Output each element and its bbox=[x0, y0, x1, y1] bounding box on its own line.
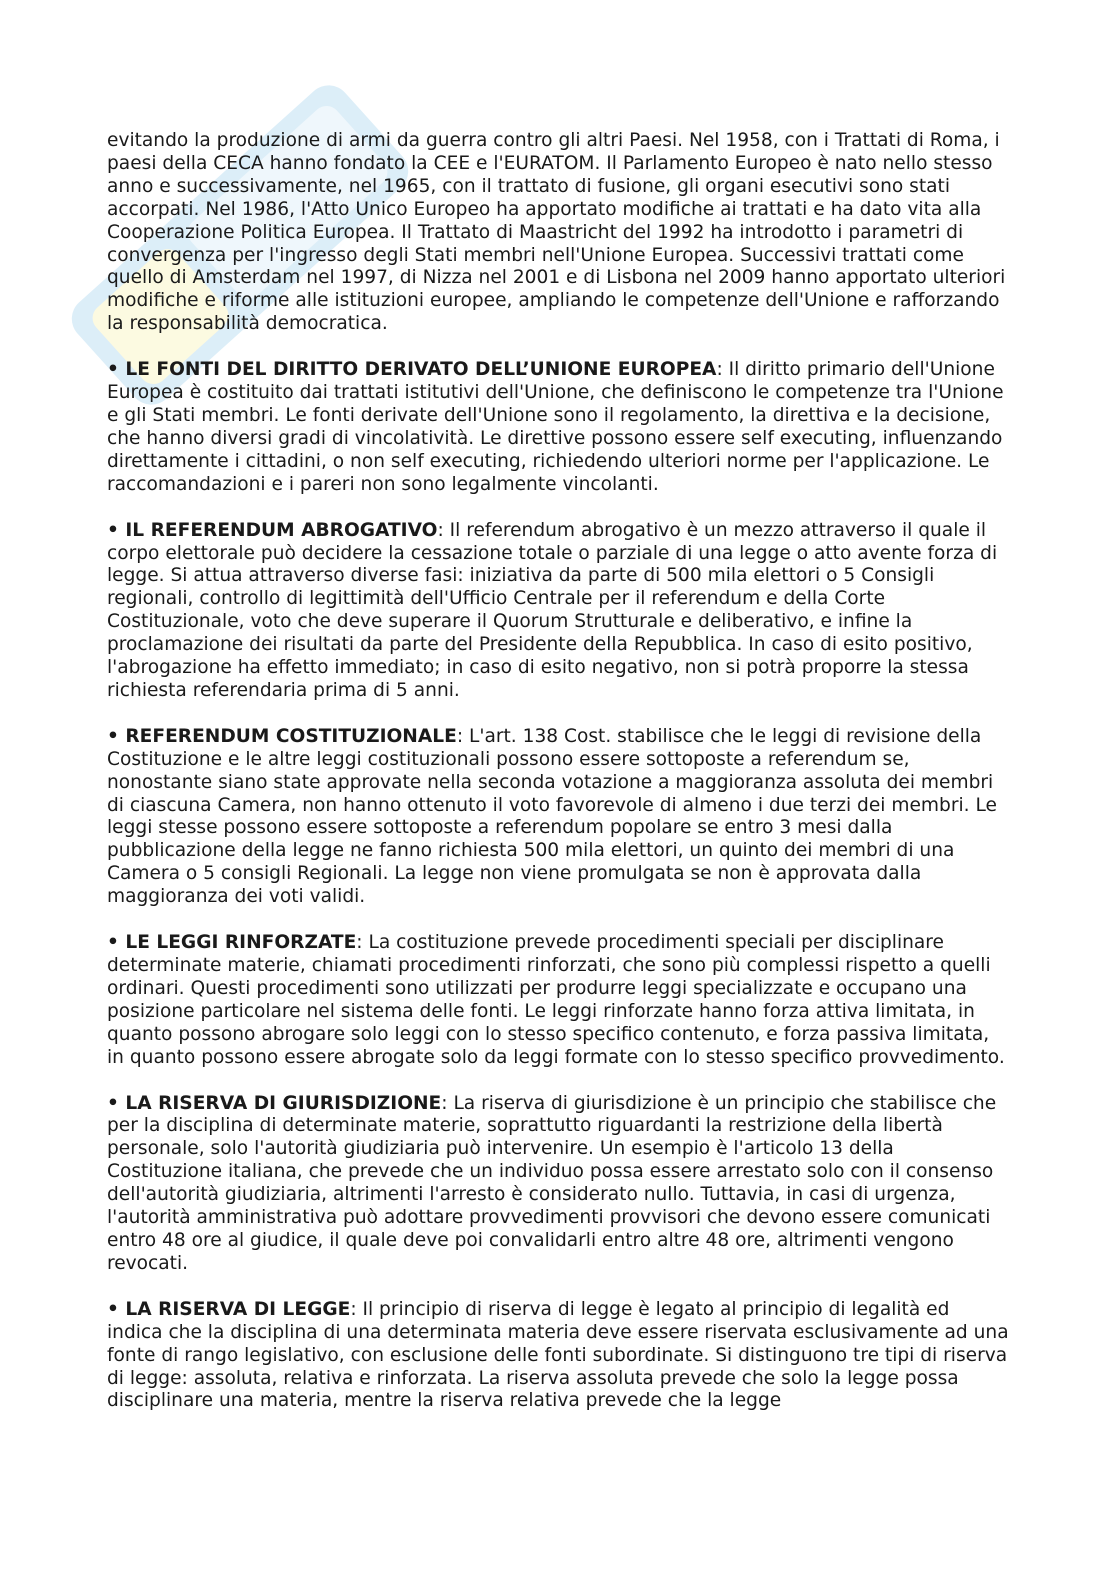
paragraph-heading: • IL REFERENDUM ABROGATIVO bbox=[107, 519, 438, 541]
paragraph-leggi-rinforzate bbox=[107, 932, 1009, 1069]
paragraph-riserva-legge bbox=[107, 1299, 1009, 1414]
paragraph-text: : Il referendum abrogativo è un mezzo attraverso il quale il corpo elettorale può decidere la cessazione totale o parziale di una legge o atto avente forza di legge. Si attua attraverso diverse fasi: iniziativa da parte di 500 mila elettori o 5 Consigli regionali, controllo di legittimità dell'Ufficio Centrale per il referendum e della Corte Costituzionale, voto che deve superare il Quorum Strutturale e deliberativo, e infine la proclamazione dei risultati da parte del Presidente della Repubblica. In caso di esito positivo, l'abrogazione ha effetto immediato; in caso di esito negativo, non si potrà proporre la stessa richiesta referendaria prima di 5 anni. bbox=[107, 519, 998, 701]
paragraph-text: : La riserva di giurisdizione è un principio che stabilisce che per la disciplina di determinate materie, soprattutto riguardanti la restrizione della libertà personale, solo l'autorità giudiziaria può intervenire. Un esempio è l'articolo 13 della Costituzione italiana, che prevede che un individuo possa essere arrestato solo con il consenso dell'autorità giudiziaria, altrimenti l'arresto è considerato nullo. Tuttavia, in casi di urgenza, l'autorità amministrativa può adottare provvedimenti provvisori che devono essere comunicati entro 48 ore al giudice, il quale deve poi convalidarli entro altre 48 ore, altrimenti vengono revocati. bbox=[107, 1092, 997, 1274]
paragraph-heading: • REFERENDUM COSTITUZIONALE bbox=[107, 725, 457, 747]
paragraph-text: : Il diritto primario dell'Unione Europea è costituito dai trattati istitutivi dell'Unione, che definiscono le competenze tra l'Unione e gli Stati membri. Le fonti derivate dell'Unione sono il regolamento, la direttiva e la decisione, che hanno diversi gradi di vincolatività. Le direttive possono essere self executing, influenzando direttamente i cittadini, o non self executing, richiedendo ulteriori norme per l'applicazione. Le raccomandazioni e i pareri non sono legalmente vincolanti. bbox=[107, 359, 1004, 495]
paragraph-referendum-costituzionale bbox=[107, 726, 1009, 909]
paragraph-riserva-giurisdizione bbox=[107, 1093, 1009, 1276]
paragraph-text: : Il principio di riserva di legge è legato al principio di legalità ed indica che la disciplina di una determinata materia deve essere riservata esclusivamente ad una fonte di rango legislativo, con esclusione delle fonti subordinate. Si distinguono tre tipi di riserva di legge: assoluta, relativa e rinforzata. La riserva assoluta prevede che solo la legge possa disciplinare una materia, mentre la riserva relativa prevede che la legge bbox=[107, 1298, 1009, 1412]
paragraph-text: : La costituzione prevede procedimenti speciali per disciplinare determinate materie, chiamati procedimenti rinforzati, che sono più complessi rispetto a quelli ordinari. Questi procedimenti sono utilizzati per produrre leggi specializzate e occupano una posizione particolare nel sistema delle fonti. Le leggi rinforzate hanno forza attiva limitata, in quanto possono abrogare solo leggi con lo stesso specifico contenuto, e forza passiva limitata, in quanto possono essere abrogate solo da leggi formate con lo stesso specifico provvedimento. bbox=[107, 932, 1005, 1068]
document-body bbox=[107, 130, 1009, 1436]
paragraph-fonti-diritto-derivato bbox=[107, 359, 1009, 496]
paragraph-heading: • LE LEGGI RINFORZATE bbox=[107, 932, 357, 954]
paragraph-heading: • LA RISERVA DI GIURISDIZIONE bbox=[107, 1092, 442, 1114]
paragraph-intro bbox=[107, 130, 1009, 336]
paragraph-text: evitando la produzione di armi da guerra contro gli altri Paesi. Nel 1958, con i Trattati di Roma, i paesi della CECA hanno fondato la CEE e l'EURATOM. Il Parlamento Europeo è nato nello stesso anno e successivamente, nel 1965, con il trattato di fusione, gli organi esecutivi sono stati accorpati. Nel 1986, l'Atto Unico Europeo ha apportato modifiche ai trattati e ha dato vita alla Cooperazione Politica Europea. Il Trattato di Maastricht del 1992 ha introdotto i parametri di convergenza per l'ingresso degli Stati membri nell'Unione Europea. Successivi trattati come quello di Amsterdam nel 1997, di Nizza nel 2001 e di Lisbona nel 2009 hanno apportato ulteriori modifiche e riforme alle istituzioni europee, ampliando le competenze dell'Unione e rafforzando la responsabilità democratica. bbox=[107, 130, 1006, 335]
paragraph-referendum-abrogativo bbox=[107, 520, 1009, 703]
paragraph-heading: • LE FONTI DEL DIRITTO DERIVATO DELL’UNIONE EUROPEA bbox=[107, 359, 717, 381]
paragraph-heading: • LA RISERVA DI LEGGE bbox=[107, 1298, 351, 1320]
paragraph-text: : L'art. 138 Cost. stabilisce che le leggi di revisione della Costituzione e le altre leggi costituzionali possono essere sottoposte a referendum se, nonostante siano state approvate nella seconda votazione a maggioranza assoluta dei membri di ciascuna Camera, non hanno ottenuto il voto favorevole di almeno i due terzi dei membri. Le leggi stesse possono essere sottoposte a referendum popolare se entro 3 mesi dalla pubblicazione della legge ne fanno richiesta 500 mila elettori, un quinto dei membri di una Camera o 5 consigli Regionali. La legge non viene promulgata se non è approvata dalla maggioranza dei voti validi. bbox=[107, 725, 997, 908]
